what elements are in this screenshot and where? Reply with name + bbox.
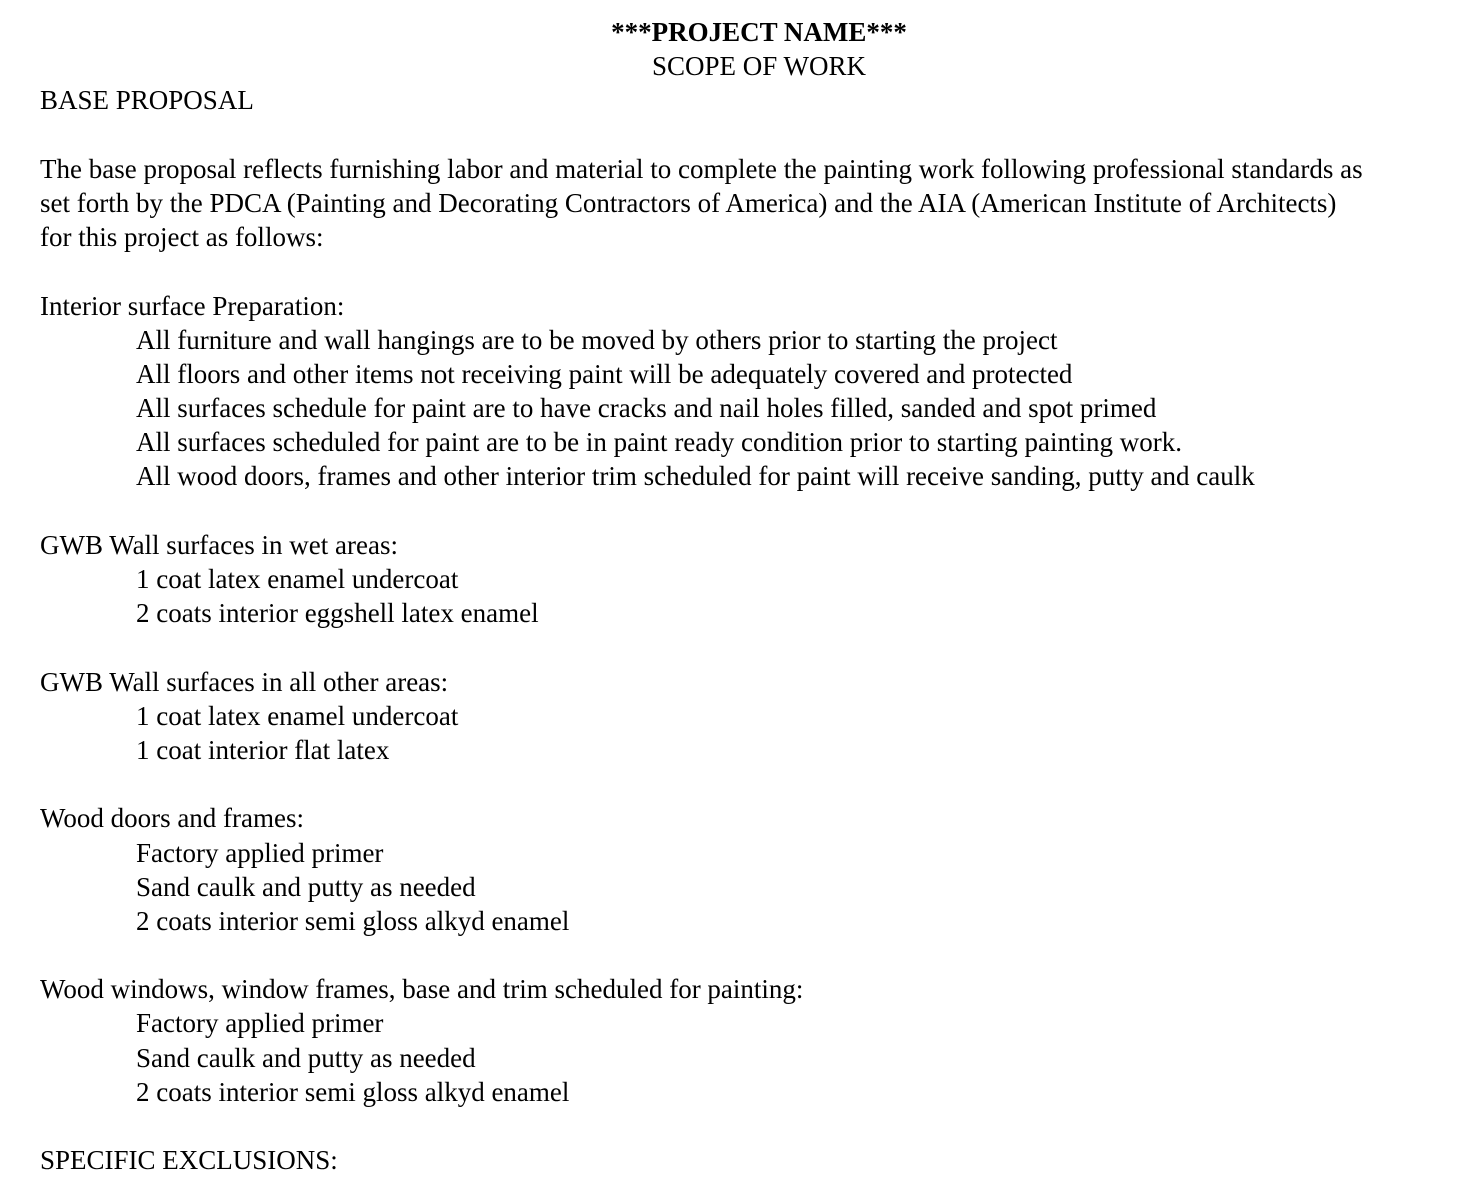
list-item: 2 coats interior semi gloss alkyd enamel <box>136 905 570 936</box>
section-gwb-wet-areas <box>0 528 1484 631</box>
scope-list <box>0 562 1484 630</box>
section-interior-surface-preparation <box>0 289 1484 494</box>
list-item: 1 coat interior flat latex <box>136 734 390 765</box>
section-heading: Wood windows, window frames, base and trim scheduled for painting: <box>40 974 804 1005</box>
section-heading: Wood doors and frames: <box>40 803 305 834</box>
document-page <box>0 15 1484 1177</box>
list-item: All wood doors, frames and other interior trim scheduled for paint will receive sanding, putty and caulk <box>136 461 1255 492</box>
section-gwb-other-areas <box>0 665 1484 768</box>
base-proposal-heading: BASE PROPOSAL <box>40 85 254 116</box>
section-wood-doors-frames <box>0 801 1484 938</box>
document-subtitle: SCOPE OF WORK <box>651 51 867 82</box>
base-proposal-line-1: The base proposal reflects furnishing labor and material to complete the painting work following professional standards as <box>40 153 1363 184</box>
base-proposal-line-2: set forth by the PDCA (Painting and Decorating Contractors of America) and the AIA (American Institute of Architects) <box>40 187 1337 218</box>
base-proposal-line-3: for this project as follows: <box>40 222 324 253</box>
section-heading: Interior surface Preparation: <box>40 290 345 321</box>
list-item: Sand caulk and putty as needed <box>136 1042 476 1073</box>
section-heading: GWB Wall surfaces in wet areas: <box>40 529 398 560</box>
section-wood-windows-trim <box>0 972 1484 1109</box>
scope-list <box>0 323 1484 494</box>
list-item: Sand caulk and putty as needed <box>136 871 476 902</box>
list-item: 2 coats interior eggshell latex enamel <box>136 598 539 629</box>
list-item: All surfaces schedule for paint are to have cracks and nail holes filled, sanded and spot primed <box>136 393 1157 424</box>
list-item: 2 coats interior semi gloss alkyd enamel <box>136 1076 570 1107</box>
project-title: ***PROJECT NAME*** <box>611 17 907 47</box>
scope-list <box>0 699 1484 767</box>
list-item: All furniture and wall hangings are to be moved by others prior to starting the project <box>136 324 1058 355</box>
list-item: All floors and other items not receiving paint will be adequately covered and protected <box>136 358 1073 389</box>
list-item: 1 coat latex enamel undercoat <box>136 564 459 594</box>
list-item: All surfaces scheduled for paint are to be in paint ready condition prior to starting painting work. <box>136 427 1182 458</box>
scope-list <box>0 836 1484 939</box>
list-item: Factory applied primer <box>136 837 384 868</box>
exclusions-heading: SPECIFIC EXCLUSIONS: <box>40 1145 338 1176</box>
section-heading: GWB Wall surfaces in all other areas: <box>40 666 449 697</box>
scope-list <box>0 1006 1484 1109</box>
list-item: Factory applied primer <box>136 1008 384 1039</box>
list-item: 1 coat latex enamel undercoat <box>136 700 459 731</box>
